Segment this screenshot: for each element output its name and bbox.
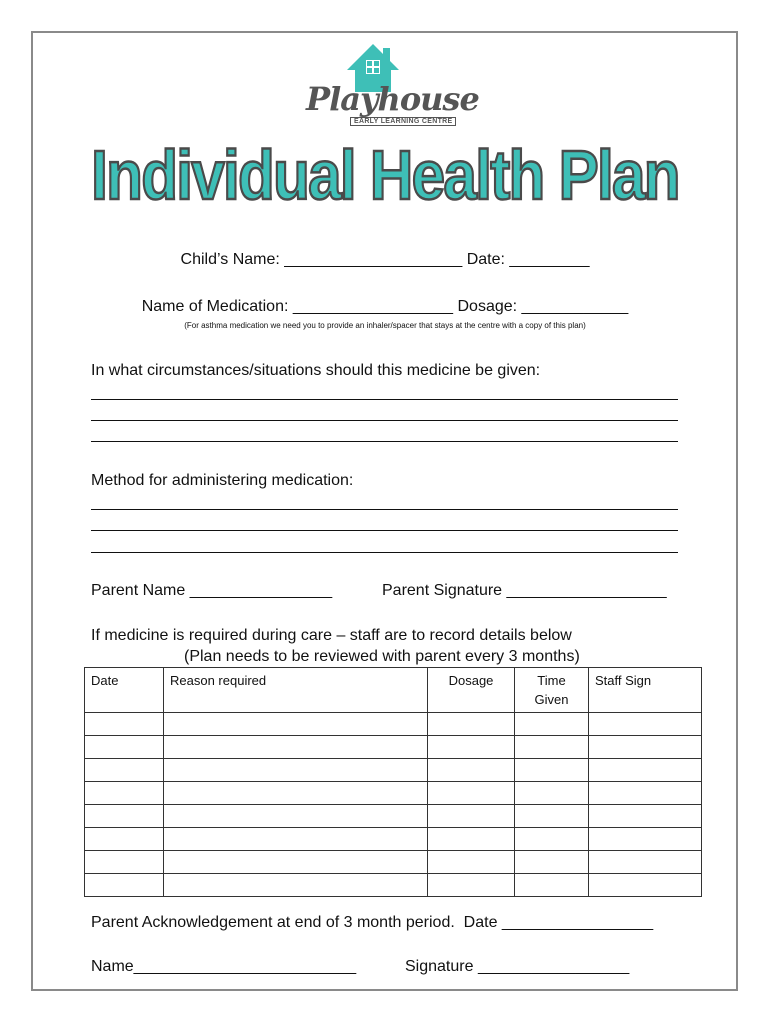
header-reason: Reason required — [164, 668, 428, 713]
table-row[interactable] — [85, 713, 702, 736]
name-field[interactable]: Name_________________________ — [91, 958, 357, 975]
method-label: Method for administering medication: — [91, 472, 354, 489]
method-line[interactable] — [91, 530, 678, 531]
circumstances-line[interactable] — [91, 420, 678, 421]
circumstances-line[interactable] — [91, 441, 678, 442]
table-row[interactable] — [85, 782, 702, 805]
care-instructions: If medicine is required during care – staff are to record details below — [91, 627, 572, 644]
header-staff-sign: Staff Sign — [589, 668, 702, 713]
table-row[interactable] — [85, 874, 702, 897]
page-title: Individual Health Plan — [91, 136, 679, 214]
table-header-row — [85, 668, 702, 713]
table-row[interactable] — [85, 828, 702, 851]
parent-signature-field[interactable]: Parent Signature __________________ — [382, 582, 667, 599]
review-note: (Plan needs to be reviewed with parent every 3 months) — [184, 648, 580, 665]
table-row[interactable] — [85, 759, 702, 782]
method-line[interactable] — [91, 509, 678, 510]
parent-name-field[interactable]: Parent Name ________________ — [91, 582, 333, 599]
logo-wordmark: Playhouse — [306, 80, 479, 118]
childs-name-field[interactable]: Child’s Name: ____________________ Date: _________ — [180, 251, 590, 268]
medication-field[interactable]: Name of Medication: __________________ Dosage: ____________ — [141, 298, 629, 315]
circumstances-label: In what circumstances/situations should this medicine be given: — [91, 362, 541, 379]
medication-log-table — [84, 667, 702, 897]
logo-subtitle: EARLY LEARNING CENTRE — [350, 117, 456, 126]
header-dosage: Dosage — [428, 668, 515, 713]
table-row[interactable] — [85, 805, 702, 828]
table-row[interactable] — [85, 851, 702, 874]
acknowledgement-field[interactable]: Parent Acknowledgement at end of 3 month period. Date _________________ — [91, 914, 654, 931]
header-time-given: Time Given — [515, 668, 589, 713]
table-row[interactable] — [85, 736, 702, 759]
circumstances-line[interactable] — [91, 399, 678, 400]
method-line[interactable] — [91, 552, 678, 553]
signature-field[interactable]: Signature _________________ — [405, 958, 630, 975]
header-date: Date — [85, 668, 164, 713]
asthma-note: (For asthma medication we need you to provide an inhaler/spacer that stays at the centre with a copy of this plan) — [184, 321, 586, 330]
